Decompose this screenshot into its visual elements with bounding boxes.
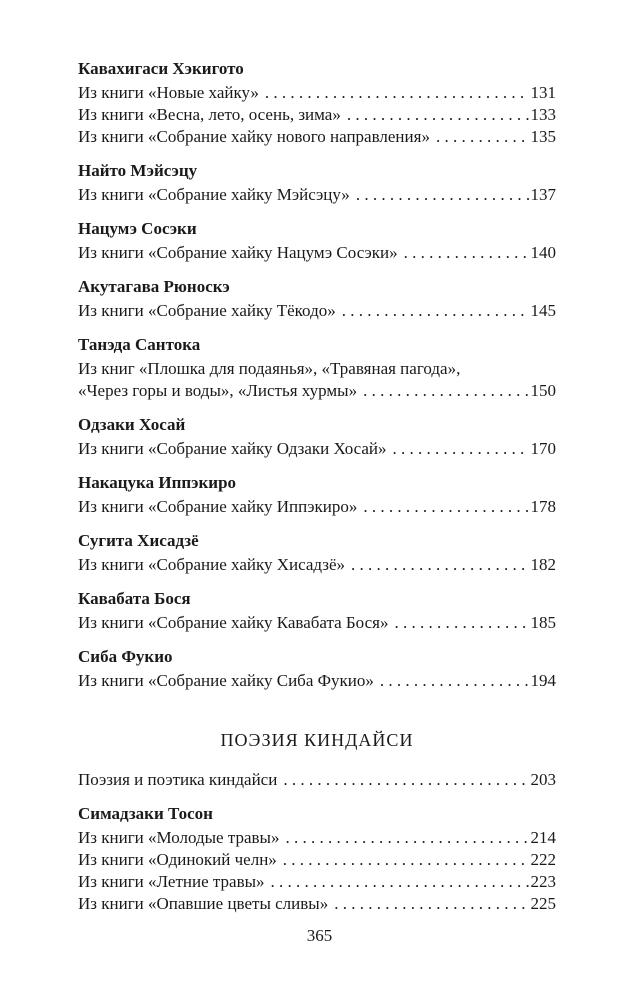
- dot-leader: [342, 300, 529, 322]
- toc-entry[interactable]: [78, 126, 556, 148]
- entry-title-line: «Через горы и воды», «Листья хурмы»: [78, 381, 358, 400]
- entry-page: 214: [530, 828, 556, 847]
- dot-leader: [393, 438, 529, 460]
- toc-entry[interactable]: [78, 104, 556, 126]
- toc-entry[interactable]: [78, 827, 556, 849]
- author-heading: Нацумэ Сосэки: [78, 219, 197, 238]
- dot-leader: [271, 871, 529, 893]
- entry-title-line: Из книг «Плошка для подаянья», «Травяная пагода»,: [78, 359, 461, 378]
- entry-page: 133: [530, 105, 556, 124]
- entry-page: 222: [530, 850, 556, 869]
- entry-page: 150: [530, 381, 556, 400]
- entry-page: 135: [530, 127, 556, 146]
- entry-title: Из книги «Собрание хайку нового направления»: [78, 127, 430, 146]
- dot-leader: [404, 242, 529, 264]
- toc-entry[interactable]: [78, 358, 556, 402]
- entry-title: Поэзия и поэтика киндайси: [78, 770, 278, 789]
- entry-title: Из книги «Собрание хайку Кавабата Бося»: [78, 613, 389, 632]
- author-heading: Накацука Иппэкиро: [78, 473, 237, 492]
- entry-title: Из книги «Летние травы»: [78, 872, 265, 891]
- dot-leader: [363, 380, 528, 402]
- entry-page: 178: [530, 497, 556, 516]
- entry-title: Из книги «Собрание хайку Сиба Фукио»: [78, 671, 374, 690]
- toc-entry[interactable]: [78, 554, 556, 576]
- toc-entry[interactable]: [78, 769, 556, 791]
- toc-entry[interactable]: [78, 612, 556, 634]
- toc-entry[interactable]: [78, 184, 556, 206]
- toc-entry[interactable]: [78, 893, 556, 915]
- dot-leader: [347, 104, 529, 126]
- entry-page: 145: [530, 301, 556, 320]
- entry-title: Из книги «Собрание хайку Хисадзё»: [78, 555, 346, 574]
- table-of-contents: [78, 58, 556, 915]
- entry-title: Из книги «Собрание хайку Нацумэ Сосэки»: [78, 243, 398, 262]
- toc-entry[interactable]: [78, 242, 556, 264]
- toc-entry[interactable]: [78, 496, 556, 518]
- entry-title: Из книги «Весна, лето, осень, зима»: [78, 105, 341, 124]
- author-heading: Одзаки Хосай: [78, 415, 186, 434]
- author-heading: Танэда Сантока: [78, 335, 201, 354]
- toc-entry[interactable]: [78, 82, 556, 104]
- author-heading: Симадзаки Тосон: [78, 804, 213, 823]
- toc-entry[interactable]: [78, 438, 556, 460]
- entry-page: 131: [530, 83, 556, 102]
- author-heading: Сиба Фукио: [78, 647, 173, 666]
- toc-entry[interactable]: [78, 300, 556, 322]
- entry-title: Из книги «Новые хайку»: [78, 83, 259, 102]
- author-heading: Кавабата Бося: [78, 589, 191, 608]
- entry-title: Из книги «Одинокий челн»: [78, 850, 277, 869]
- toc-entry[interactable]: [78, 670, 556, 692]
- author-heading: Кавахигаси Хэкигото: [78, 59, 244, 78]
- entry-page: 137: [530, 185, 556, 204]
- entry-page: 182: [530, 555, 556, 574]
- dot-leader: [363, 496, 528, 518]
- entry-title: Из книги «Собрание хайку Иппэкиро»: [78, 497, 358, 516]
- dot-leader: [265, 82, 529, 104]
- section-title: ПОЭЗИЯ КИНДАЙСИ: [220, 730, 414, 750]
- entry-title: Из книги «Молодые травы»: [78, 828, 280, 847]
- author-heading: Сугита Хисадзё: [78, 531, 199, 550]
- toc-entry[interactable]: [78, 849, 556, 871]
- author-heading: Акутагава Рюноскэ: [78, 277, 230, 296]
- dot-leader: [394, 612, 528, 634]
- entry-page: 185: [530, 613, 556, 632]
- author-heading: Найто Мэйсэцу: [78, 161, 198, 180]
- entry-page: 194: [530, 671, 556, 690]
- dot-leader: [283, 849, 529, 871]
- entry-page: 223: [530, 872, 556, 891]
- dot-leader: [285, 827, 528, 849]
- toc-entry[interactable]: [78, 871, 556, 893]
- page-number: 365: [306, 926, 333, 945]
- entry-title: Из книги «Опавшие цветы сливы»: [78, 894, 329, 913]
- entry-page: 225: [530, 894, 556, 913]
- dot-leader: [356, 184, 529, 206]
- entry-title: Из книги «Собрание хайку Одзаки Хосай»: [78, 439, 387, 458]
- dot-leader: [436, 126, 529, 148]
- entry-page: 203: [530, 770, 556, 789]
- dot-leader: [283, 769, 528, 791]
- dot-leader: [380, 670, 529, 692]
- entry-page: 170: [530, 439, 556, 458]
- entry-page: 140: [530, 243, 556, 262]
- dot-leader: [334, 893, 528, 915]
- entry-title: Из книги «Собрание хайку Тёкодо»: [78, 301, 336, 320]
- dot-leader: [351, 554, 528, 576]
- entry-title: Из книги «Собрание хайку Мэйсэцу»: [78, 185, 350, 204]
